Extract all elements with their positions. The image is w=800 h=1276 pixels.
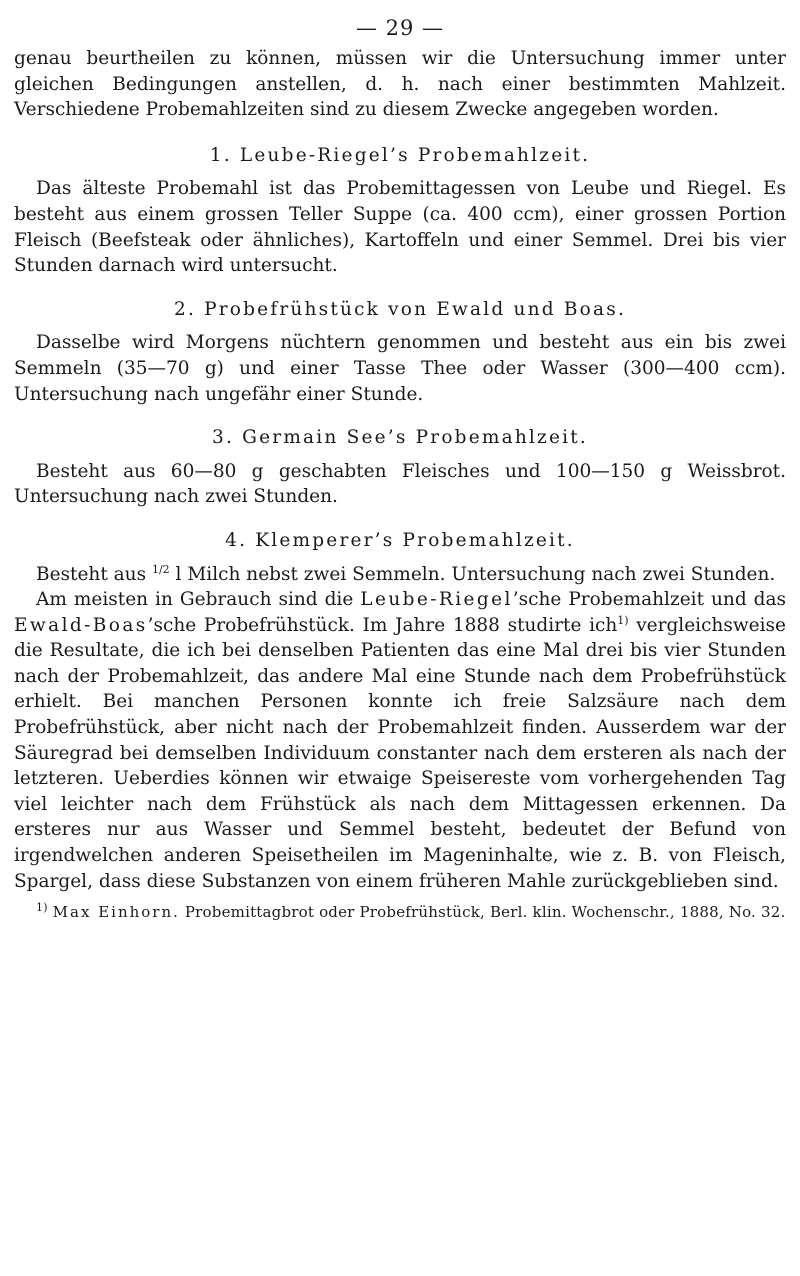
name-leube-riegel: Leube-Riegel bbox=[360, 589, 513, 611]
section-text-3: Besteht aus 60—80 g geschabten Fleisches und 100—150 g Weissbrot. Untersuchung nach zwei Stunden. bbox=[14, 460, 786, 508]
section-text-4 bbox=[14, 562, 786, 588]
footnote bbox=[14, 902, 786, 923]
fraction-half: 1/2 bbox=[151, 562, 170, 576]
page-number: — 29 — bbox=[355, 16, 445, 40]
footnote-reference: 1) bbox=[617, 613, 629, 627]
section-text-2: Dasselbe wird Morgens nüchtern genommen und besteht aus ein bis zwei Semmeln (35—70 g) und einer Tasse Thee oder Wasser (300—400 ccm). Untersuchung nach ungefähr einer Stunde. bbox=[14, 332, 786, 405]
closing-text-part: vergleichsweise die Resultate, die ich bei denselben Patienten das eine Mal drei bis vier Stunden nach der Probemahlzeit, das andere Mal eine Stunde nach dem Probefrühstück erhielt. Bei manchen Personen konnte ich freie Salzsäure nach dem Probefrühstück, aber nicht nach der Probemahlzeit finden. Ausserdem war der Säuregrad bei demselben Individuum constanter nach dem ersteren als nach der letzteren. Ueberdies können wir etwaige Speisereste vom vorhergehenden Tag viel leichter nach dem Frühstück als nach dem Mittagessen erkennen. Da ersteres nur aus Wasser und Semmel besteht, bedeutet der Befund von irgendwelchen anderen Speisetheilen im Mageninhalte, wie z. B. von Fleisch, Spargel, dass diese Substanzen von einem früheren Mahle zurückgeblieben sind. bbox=[14, 614, 786, 892]
closing-text-part: Am meisten in Gebrauch sind die bbox=[36, 589, 361, 611]
section-heading-4: 4. Klemperer’s Probemahlzeit. bbox=[225, 529, 575, 551]
intro-paragraph: genau beurtheilen zu können, müssen wir die Untersuchung immer unter gleichen Bedingungen anstellen, d. h. nach einer bestimmten Mahlzeit. Verschiedene Probemahlzeiten sind zu diesem Zwecke angegeben worden. bbox=[14, 48, 786, 121]
section-heading-3: 3. Germain See’s Probemahlzeit. bbox=[212, 427, 588, 449]
body-text bbox=[14, 46, 786, 923]
section-text-4-prefix: Besteht aus bbox=[36, 563, 152, 585]
footnote-mark: 1) bbox=[36, 901, 48, 915]
closing-text-part: ’sche Probefrühstück. Im Jahre 1888 studirte ich bbox=[147, 614, 618, 636]
footnote-author: Max Einhorn. bbox=[52, 903, 180, 922]
footnote-text: Probemittagbrot oder Probefrühstück, Berl. klin. Wochenschr., 1888, No. 32. bbox=[179, 903, 786, 922]
closing-paragraph bbox=[14, 587, 786, 894]
section-heading-1: 1. Leube-Riegel’s Probemahlzeit. bbox=[209, 144, 591, 166]
section-text-4-suffix: l Milch nebst zwei Semmeln. Untersuchung nach zwei Stunden. bbox=[169, 563, 776, 585]
closing-text-part: ’sche Probemahlzeit und das bbox=[512, 589, 787, 611]
section-text-1: Das älteste Probemahl ist das Probemittagessen von Leube und Riegel. Es besteht aus einem grossen Teller Suppe (ca. 400 ccm), einer grossen Portion Fleisch (Beefsteak oder ähnliches), Kartoffeln und einer Semmel. Drei bis vier Stunden darnach wird untersucht. bbox=[14, 178, 786, 277]
section-heading-2: 2. Probefrühstück von Ewald und Boas. bbox=[173, 298, 627, 320]
name-ewald-boas: Ewald-Boas bbox=[14, 614, 148, 636]
